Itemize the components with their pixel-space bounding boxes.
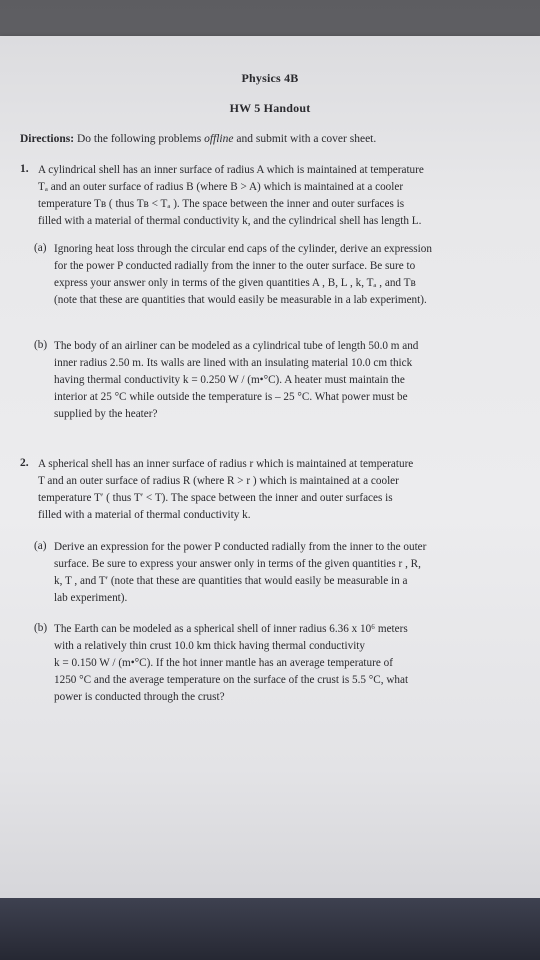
problem-2-line: A spherical shell has an inner surface of radius r which is maintained at temperature bbox=[38, 458, 414, 470]
problem-1-number: 1. bbox=[20, 163, 29, 175]
problem-1-line: A cylindrical shell has an inner surface of radius A which is maintained at temperature bbox=[38, 164, 424, 176]
problem-2b-label: (b) bbox=[34, 622, 48, 634]
problem-1-line: temperature Tʙ ( thus Tʙ < Tₐ ). The space between the inner and outer surfaces is bbox=[38, 198, 405, 210]
problem-2a-label: (a) bbox=[34, 540, 47, 552]
problem-1-line: Tₐ and an outer surface of radius B (where B > A) which is maintained at a cooler bbox=[38, 181, 404, 193]
problem-1b-line: The body of an airliner can be modeled as a cylindrical tube of length 50.0 m and bbox=[54, 340, 419, 352]
problem-2b-line: k = 0.150 W / (m•°C). If the hot inner mantle has an average temperature of bbox=[54, 657, 393, 669]
problem-1b-line: having thermal conductivity k = 0.250 W / (m•°C). A heater must maintain the bbox=[54, 374, 405, 386]
problem-2-line: temperature T′ ( thus T′ < T). The space between the inner and outer surfaces is bbox=[38, 492, 393, 504]
problem-1a-line: express your answer only in terms of the given quantities A , B, L , k, Tₐ , and Tʙ bbox=[54, 277, 416, 289]
directions-text: Do the following problems bbox=[74, 133, 205, 145]
problem-1b-label: (b) bbox=[34, 339, 48, 351]
problem-2a-line: lab experiment). bbox=[54, 592, 128, 604]
directions bbox=[20, 133, 376, 145]
handout-title: HW 5 Handout bbox=[229, 101, 311, 115]
problem-2b-line: The Earth can be modeled as a spherical shell of inner radius 6.36 x 10⁶ meters bbox=[54, 623, 408, 635]
problem-1b-line: inner radius 2.50 m. Its walls are lined with an insulating material 10.0 cm thick bbox=[54, 357, 413, 369]
problem-1b-line: interior at 25 °C while outside the temperature is – 25 °C. What power must be bbox=[54, 391, 408, 403]
desk-edge bbox=[0, 898, 540, 960]
problem-2-number: 2. bbox=[20, 457, 29, 469]
problem-2-line: T and an outer surface of radius R (where R > r ) which is maintained at a cooler bbox=[38, 475, 399, 487]
problem-1a-line: (note that these are quantities that would easily be measurable in a lab experiment). bbox=[54, 294, 427, 306]
directions-label: Directions: bbox=[20, 133, 75, 145]
directions-emphasis: offline bbox=[204, 133, 234, 145]
problem-1a-line: for the power P conducted radially from the inner to the outer surface. Be sure to bbox=[54, 260, 416, 272]
problem-2b-line: power is conducted through the crust? bbox=[54, 691, 225, 703]
directions-text-end: and submit with a cover sheet. bbox=[233, 133, 377, 145]
problem-2b-line: 1250 °C and the average temperature on the surface of the crust is 5.5 °C, what bbox=[54, 674, 409, 686]
problem-1a-line: Ignoring heat loss through the circular end caps of the cylinder, derive an expression bbox=[54, 243, 432, 255]
problem-2a-line: Derive an expression for the power P conducted radially from the inner to the outer bbox=[54, 541, 427, 553]
problem-2-line: filled with a material of thermal conductivity k. bbox=[38, 509, 251, 521]
problem-1a-label: (a) bbox=[34, 242, 47, 254]
problem-1b-line: supplied by the heater? bbox=[54, 408, 158, 420]
problem-1-line: filled with a material of thermal conductivity k, and the cylindrical shell has length L. bbox=[38, 215, 422, 227]
problem-2a-line: surface. Be sure to express your answer only in terms of the given quantities r , R, bbox=[54, 558, 421, 570]
problem-2b-line: with a relatively thin crust 10.0 km thick having thermal conductivity bbox=[54, 640, 366, 652]
problem-2a-line: k, T , and T′ (note that these are quantities that would easily be measurable in a bbox=[54, 575, 408, 587]
course-title: Physics 4B bbox=[241, 71, 299, 85]
